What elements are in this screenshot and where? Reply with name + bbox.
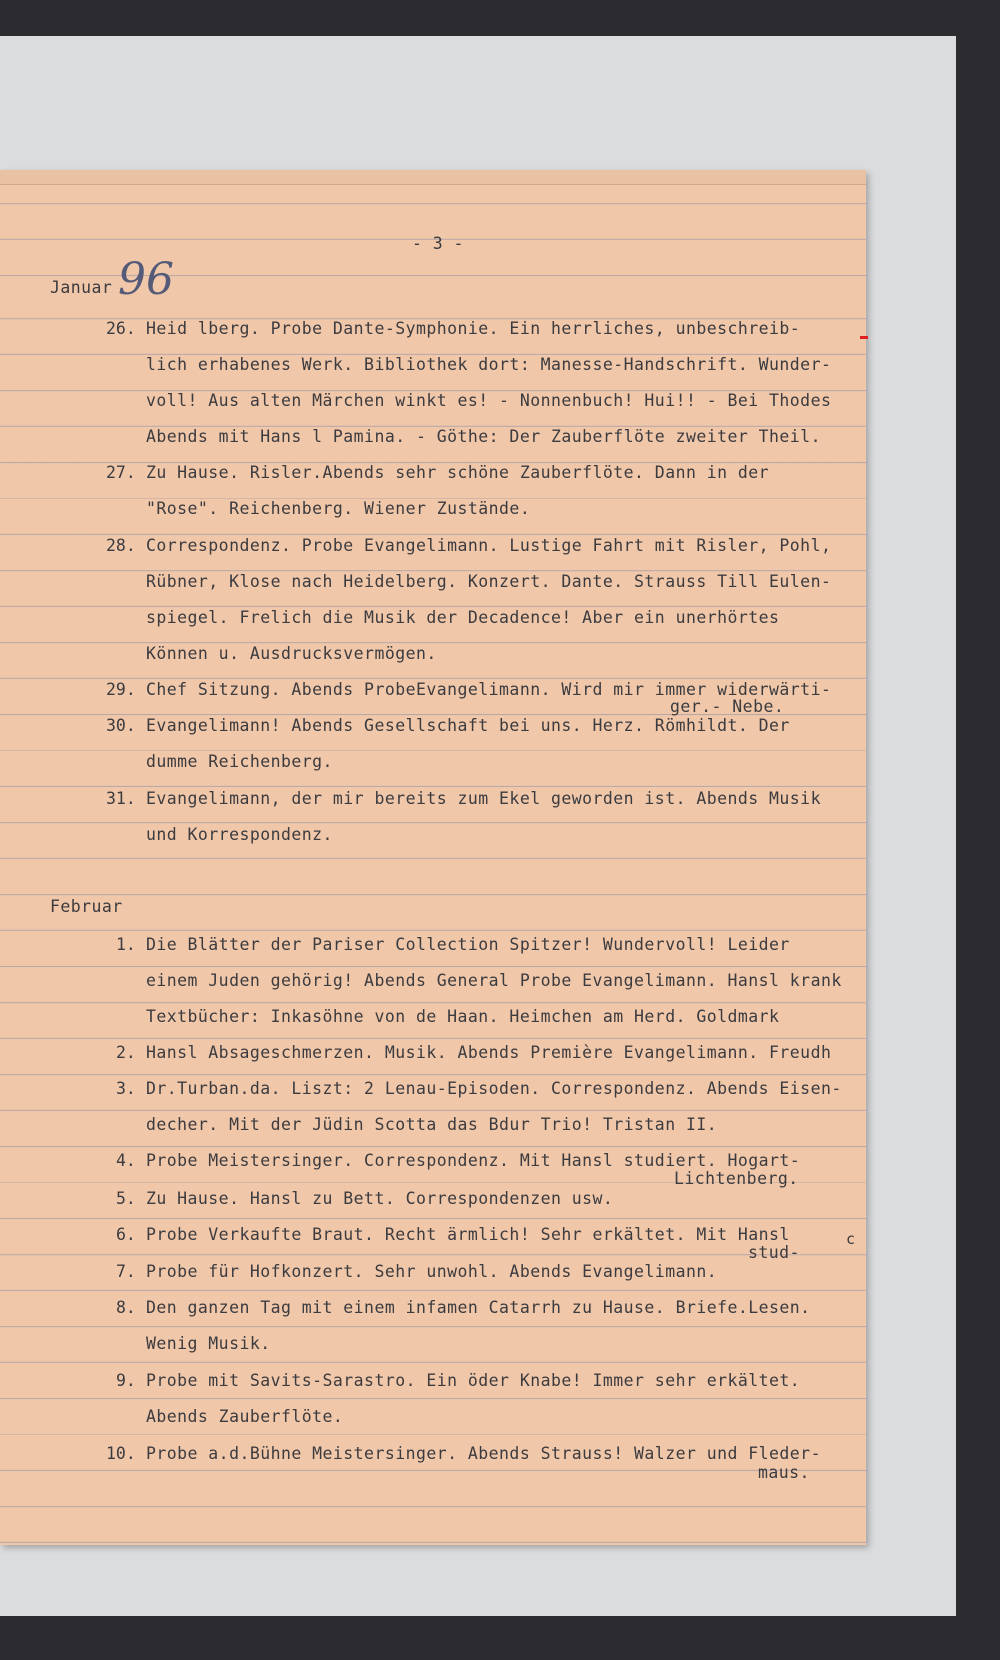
entry-line: Zu Hause. Risler.Abends sehr schöne Zauberflöte. Dann in der — [146, 463, 770, 482]
entry-line: einem Juden gehörig! Abends General Probe Evangelimann. Hansl krank — [146, 971, 842, 990]
entry-line: Probe a.d.Bühne Meistersinger. Abends Strauss! Walzer und Fleder- — [146, 1444, 821, 1463]
entry-line: Probe für Hofkonzert. Sehr unwohl. Abends Evangelimann. — [146, 1262, 718, 1281]
handwritten-year: 96 — [118, 254, 174, 305]
entry-line: Evangelimann! Abends Gesellschaft bei uns. Herz. Römhildt. Der — [146, 716, 790, 735]
month-heading-february: Februar — [50, 897, 123, 916]
entry-number: 27. — [106, 463, 136, 482]
entry-overflow: ger.- Nebe. — [670, 697, 785, 716]
entry-number: 31. — [106, 789, 136, 808]
entry-overflow: Lichtenberg. — [674, 1169, 799, 1188]
page-number: - 3 - — [412, 234, 464, 253]
entry-line: Correspondenz. Probe Evangelimann. Lustige Fahrt mit Risler, Pohl, — [146, 536, 832, 555]
entry-line: dumme Reichenberg. — [146, 752, 333, 771]
page-top-edge — [0, 170, 866, 185]
red-margin-mark — [860, 336, 868, 339]
entry-line: spiegel. Frelich die Musik der Decadence! Aber ein unerhörtes — [146, 608, 780, 627]
entry-line: lich erhabenes Werk. Bibliothek dort: Manesse-Handschrift. Wunder- — [146, 355, 832, 374]
entry-line: Textbücher: Inkasöhne von de Haan. Heimchen am Herd. Goldmark — [146, 1007, 780, 1026]
entry-number: 28. — [106, 536, 136, 555]
entry-number: 8. — [116, 1298, 136, 1317]
entry-line: decher. Mit der Jüdin Scotta das Bdur Trio! Tristan II. — [146, 1115, 718, 1134]
entry-overflow: maus. — [758, 1463, 810, 1482]
entry-line: Probe Verkaufte Braut. Recht ärmlich! Sehr erkältet. Mit Hansl — [146, 1225, 790, 1244]
entry-line: Abends mit Hans l Pamina. - Göthe: Der Zauberflöte zweiter Theil. — [146, 427, 821, 446]
margin-note: c — [846, 1230, 856, 1248]
entry-number: 29. — [106, 680, 136, 699]
entry-number: 9. — [116, 1371, 136, 1390]
entry-number: 3. — [116, 1079, 136, 1098]
entry-line: und Korrespondenz. — [146, 825, 333, 844]
entry-line: Zu Hause. Hansl zu Bett. Correspondenzen usw. — [146, 1189, 614, 1208]
entry-number: 6. — [116, 1225, 136, 1244]
entry-line: Den ganzen Tag mit einem infamen Catarrh zu Hause. Briefe.Lesen. — [146, 1298, 811, 1317]
entry-line: Heid lberg. Probe Dante-Symphonie. Ein herrliches, unbeschreib- — [146, 319, 801, 338]
entry-number: 4. — [116, 1151, 136, 1170]
entry-line: Dr.Turban.da. Liszt: 2 Lenau-Episoden. Correspondenz. Abends Eisen- — [146, 1079, 842, 1098]
entry-line: Probe mit Savits-Sarastro. Ein öder Knabe! Immer sehr erkältet. — [146, 1371, 801, 1390]
entry-line: Probe Meistersinger. Correspondenz. Mit Hansl studiert. Hogart- — [146, 1151, 801, 1170]
entry-number: 10. — [106, 1444, 136, 1463]
entry-line: Hansl Absageschmerzen. Musik. Abends Première Evangelimann. Freudh — [146, 1043, 832, 1062]
month-heading-january: Januar — [50, 278, 113, 297]
entry-line: voll! Aus alten Märchen winkt es! - Nonnenbuch! Hui!! - Bei Thodes — [146, 391, 832, 410]
entry-number: 2. — [116, 1043, 136, 1062]
entry-line: Wenig Musik. — [146, 1334, 271, 1353]
entry-number: 5. — [116, 1189, 136, 1208]
entry-line: "Rose". Reichenberg. Wiener Zustände. — [146, 499, 531, 518]
entry-overflow: stud- — [748, 1243, 800, 1262]
entry-number: 1. — [116, 935, 136, 954]
entry-line: Die Blätter der Pariser Collection Spitzer! Wundervoll! Leider — [146, 935, 790, 954]
entry-number: 30. — [106, 716, 136, 735]
entry-line: Abends Zauberflöte. — [146, 1407, 344, 1426]
entry-number: 26. — [106, 319, 136, 338]
entry-number: 7. — [116, 1262, 136, 1281]
entry-line: Können u. Ausdrucksvermögen. — [146, 644, 437, 663]
typed-page — [0, 170, 866, 1545]
entry-line: Evangelimann, der mir bereits zum Ekel geworden ist. Abends Musik — [146, 789, 821, 808]
entry-line: Chef Sitzung. Abends ProbeEvangelimann. Wird mir immer widerwärti- — [146, 680, 832, 699]
entry-line: Rübner, Klose nach Heidelberg. Konzert. Dante. Strauss Till Eulen- — [146, 572, 832, 591]
